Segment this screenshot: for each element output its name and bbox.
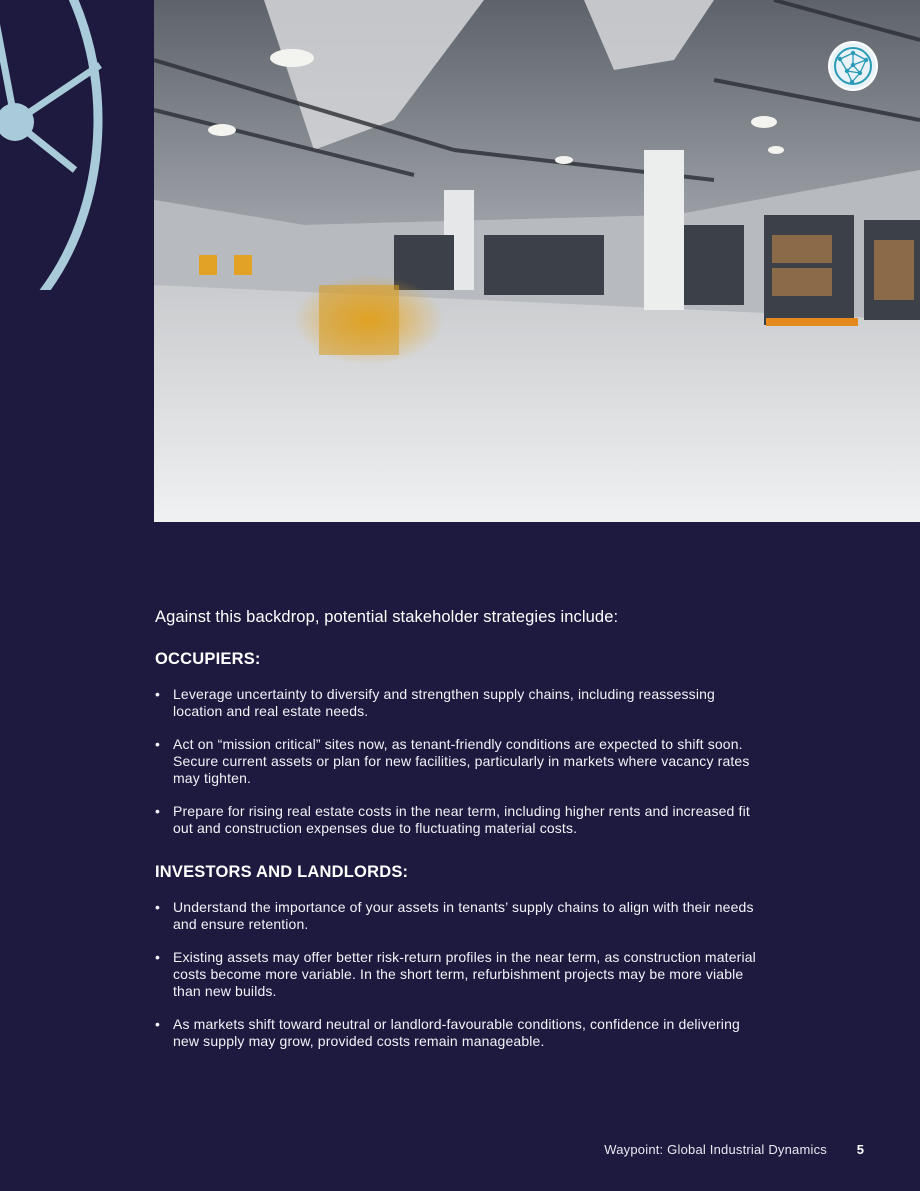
decorative-wheel-graphic [0, 0, 120, 290]
list-item [155, 1016, 765, 1050]
occupiers-heading: OCCUPIERS: [155, 650, 261, 668]
list-item-text: Understand the importance of your assets in tenants’ supply chains to align with their needs and ensure retention. [173, 899, 754, 932]
bullet-icon: • [155, 949, 161, 965]
list-item-text: Existing assets may offer better risk-return profiles in the near term, as construction material costs become more variable. In the short term, refurbishment projects may be more viable than new builds. [173, 949, 756, 999]
list-item [155, 736, 765, 787]
list-item [155, 803, 765, 837]
list-item [155, 686, 765, 720]
list-item [155, 899, 765, 933]
list-item-text: Act on “mission critical” sites now, as tenant-friendly conditions are expected to shift soon. Secure current assets or plan for new facilities, particularly in markets where vacancy rates may tighten. [173, 736, 750, 786]
investors-list [155, 899, 765, 1050]
page-number: 5 [856, 1142, 864, 1157]
bullet-icon: • [155, 899, 161, 915]
list-item-text: Leverage uncertainty to diversify and strengthen supply chains, including reassessing location and real estate needs. [173, 686, 715, 719]
section-lead: Against this backdrop, potential stakeholder strategies include: [155, 608, 619, 626]
investors-heading: INVESTORS AND LANDLORDS: [155, 863, 409, 881]
page-footer [0, 1142, 920, 1158]
strategies-section [155, 606, 765, 1066]
list-item-text: As markets shift toward neutral or landlord-favourable conditions, confidence in delivering new supply may grow, provided costs remain manageable. [173, 1016, 740, 1049]
bullet-icon: • [155, 803, 161, 819]
list-item-text: Prepare for rising real estate costs in the near term, including higher rents and increased fit out and construction expenses due to fluctuating material costs. [173, 803, 750, 836]
bullet-icon: • [155, 1016, 161, 1032]
occupiers-list [155, 686, 765, 837]
network-globe-icon [830, 43, 876, 89]
warehouse-interior-photo [154, 0, 920, 522]
bullet-icon: • [155, 736, 161, 752]
list-item [155, 949, 765, 1000]
footer-title: Waypoint: Global Industrial Dynamics [604, 1142, 827, 1157]
bullet-icon: • [155, 686, 161, 702]
